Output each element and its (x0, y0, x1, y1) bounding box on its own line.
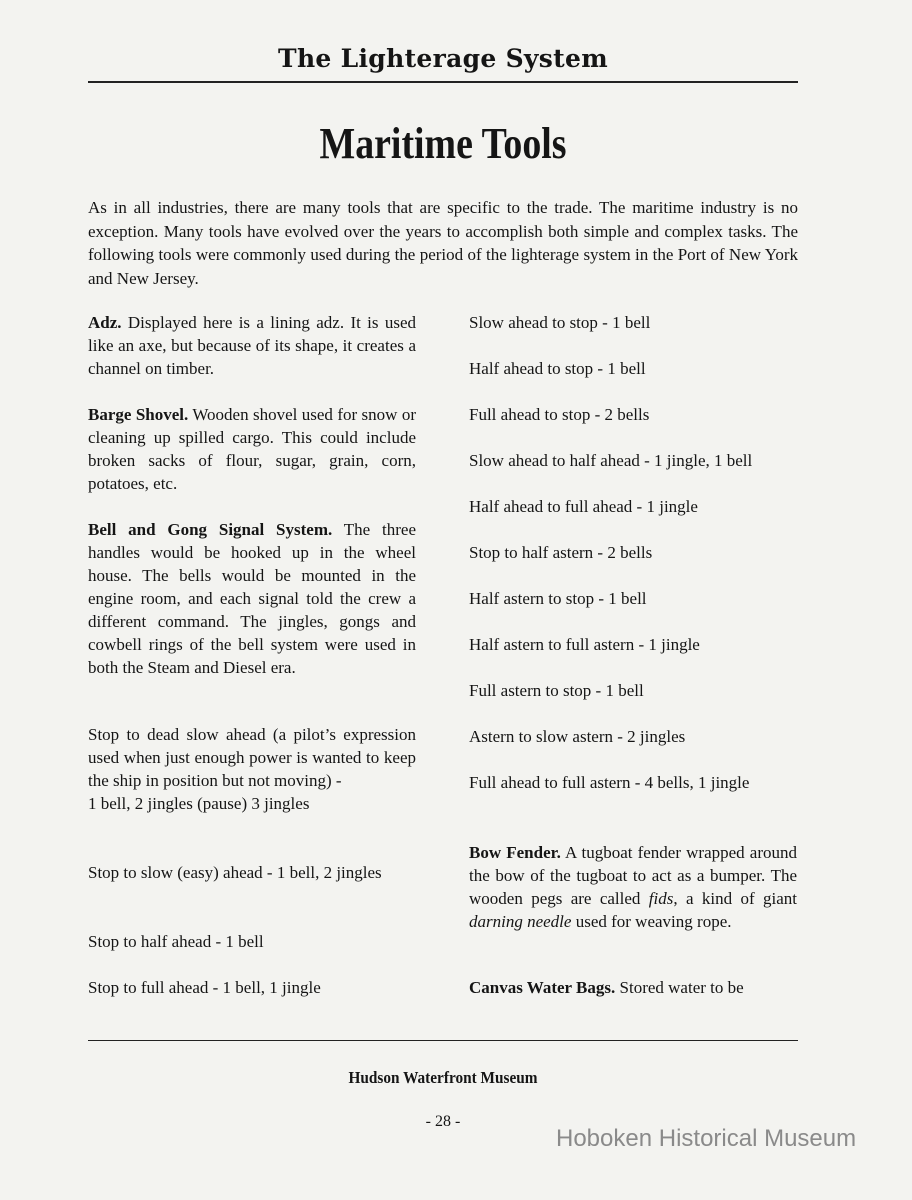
entry-text: The three handles would be hooked up in the wheel house. The bells would be mounted in the engine room, and each signal told the crew a different command. The jingles, gongs and cowbell rings of the bell system were used in both the Steam and Diesel era. (88, 520, 416, 677)
entry-term: Bow Fender. (469, 843, 561, 862)
footer-divider (88, 1040, 798, 1041)
page-title: Maritime Tools (319, 119, 567, 168)
entry-term: Canvas Water Bags. (469, 978, 616, 997)
page-number: - 28 - (425, 1113, 461, 1130)
signal-text: Stop to dead slow ahead (a pilot’s expression used when just enough power is wanted to keep the ship in position but not moving) - (88, 725, 416, 790)
signal-text-sequence: 1 bell, 2 jingles (pause) 3 jingles (88, 794, 310, 813)
entry-term: Adz. (88, 313, 122, 332)
signal-item: Stop to slow (easy) ahead - 1 bell, 2 jingles (88, 863, 382, 882)
entry-barge-shovel (88, 403, 416, 495)
entry-term: Bell and Gong Signal System. (88, 520, 333, 539)
footer-museum-name: Hudson Waterfront Museum (348, 1068, 538, 1087)
signal-dead-slow (88, 723, 416, 815)
signal-item: Slow ahead to stop - 1 bell (469, 313, 651, 332)
entry-text: Displayed here is a lining adz. It is used like an axe, but because of its shape, it creates a channel on timber. (88, 313, 416, 378)
signal-item: Half astern to full astern - 1 jingle (469, 635, 700, 654)
entry-bell-gong (88, 518, 416, 679)
header-divider (88, 81, 798, 83)
entry-adz (88, 311, 416, 380)
signal-item: Half astern to stop - 1 bell (469, 589, 647, 608)
entry-text-italic: fids (648, 889, 674, 908)
section-header: The Lighterage System (278, 44, 608, 73)
signal-item: Astern to slow astern - 2 jingles (469, 727, 686, 746)
signal-item: Full ahead to stop - 2 bells (469, 405, 650, 424)
watermark: Hoboken Historical Museum (556, 1125, 857, 1152)
signal-item: Slow ahead to half ahead - 1 jingle, 1 bell (469, 451, 753, 470)
entry-text-italic: darning needle (469, 912, 572, 931)
entry-term: Barge Shovel. (88, 405, 189, 424)
signal-item: Stop to half astern - 2 bells (469, 543, 653, 562)
entry-text: , a kind of giant (673, 889, 797, 908)
entry-bow-fender (469, 841, 797, 933)
entry-text: used for weaving rope. (571, 912, 732, 931)
signal-item: Stop to full ahead - 1 bell, 1 jingle (88, 978, 321, 997)
entry-text: Stored water to be (615, 978, 744, 997)
signal-item: Stop to half ahead - 1 bell (88, 932, 264, 951)
signal-item: Half ahead to full ahead - 1 jingle (469, 497, 698, 516)
entry-text: A tugboat fender wrapped around the bow of the tugboat to act as a bumper. The wooden pegs are called (469, 843, 797, 908)
signal-item: Full ahead to full astern - 4 bells, 1 jingle (469, 773, 750, 792)
intro-paragraph: As in all industries, there are many tools that are specific to the trade. The maritime industry is no exception. Many tools have evolved over the years to accomplish both simple and complex tasks. The following tools were commonly used during the period of the lighterage system in the Port of New York and New Jersey. (88, 198, 798, 288)
entry-canvas-water-bags (469, 976, 797, 999)
signal-item: Full astern to stop - 1 bell (469, 681, 644, 700)
signal-item: Half ahead to stop - 1 bell (469, 359, 646, 378)
entry-text: Wooden shovel used for snow or cleaning up spilled cargo. This could include broken sacks of flour, sugar, grain, corn, potatoes, etc. (88, 405, 417, 493)
